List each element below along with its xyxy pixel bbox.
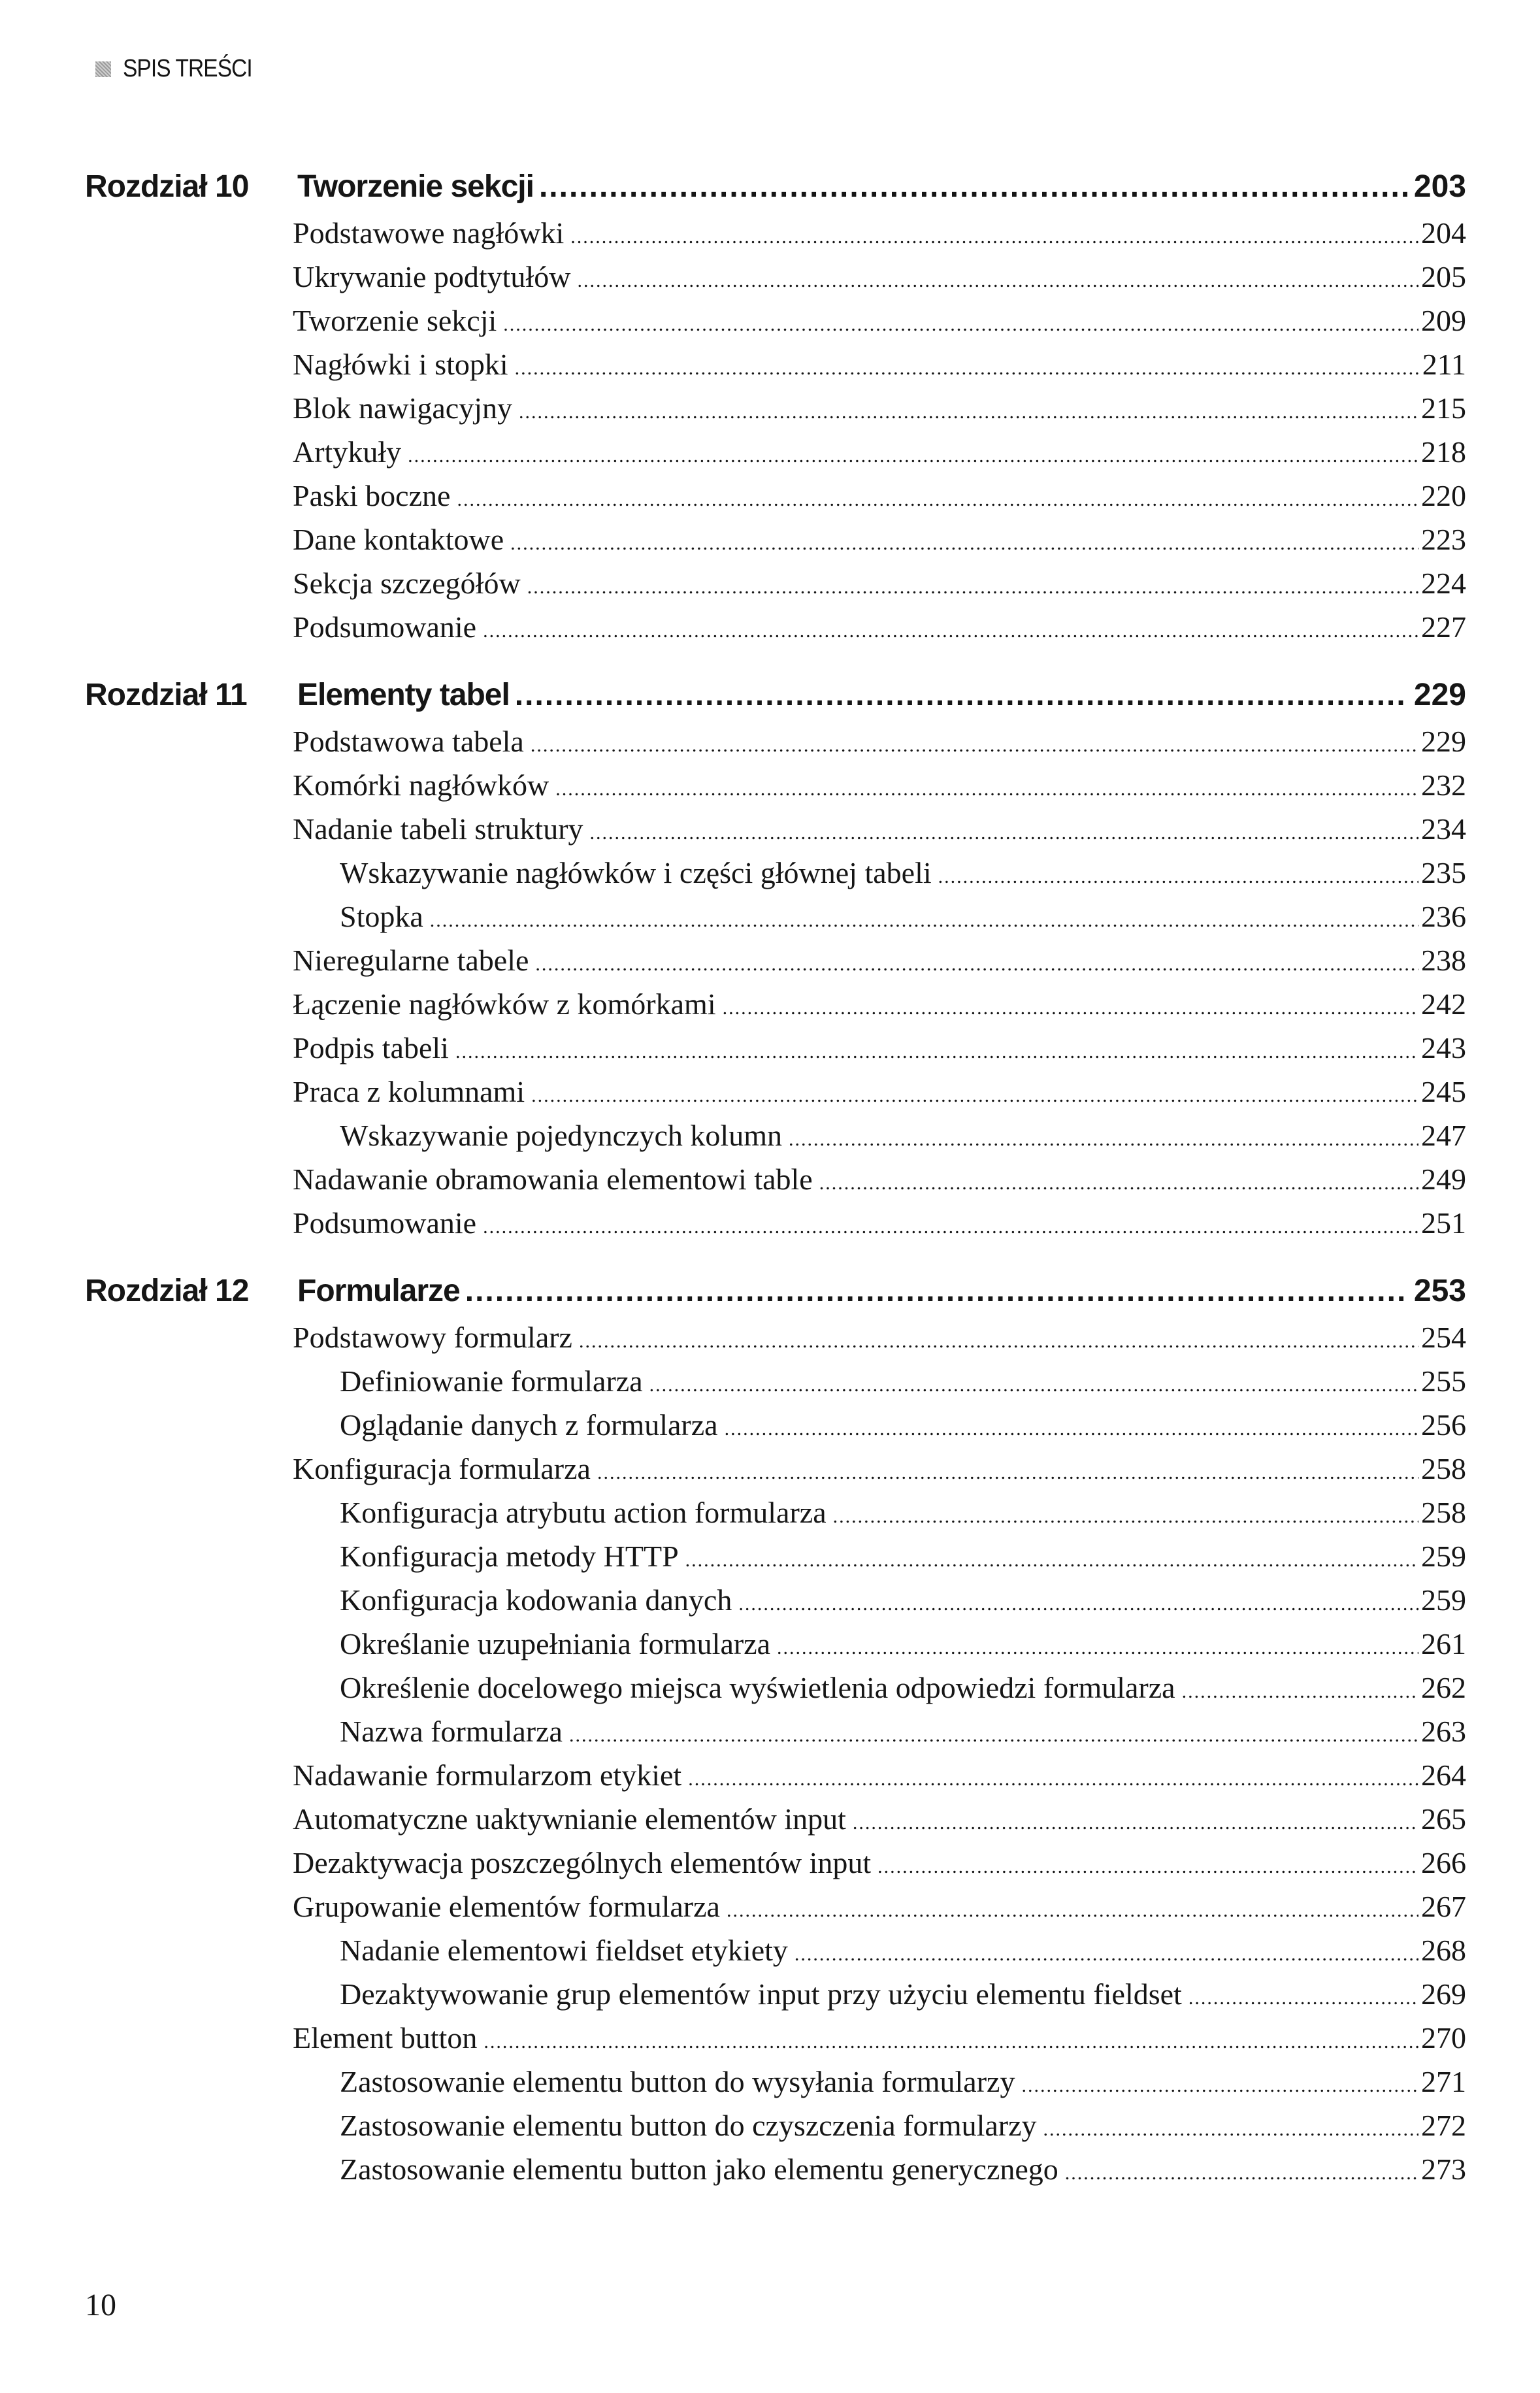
toc-entry (85, 982, 1466, 1026)
entry-title: Określanie uzupełniania formularza (340, 1627, 771, 1660)
dot-leader (570, 215, 1418, 259)
chapter-page-number: 253 (1413, 1274, 1466, 1308)
dot-leader (539, 162, 1409, 211)
entry-title: Element button (293, 2021, 478, 2055)
entry-title: Podsumowanie (293, 1206, 477, 1240)
dot-leader (430, 899, 1418, 942)
toc-entry (85, 342, 1466, 386)
entry-title: Podstawowe nagłówki (293, 216, 565, 250)
entry-title: Zastosowanie elementu button jako elementu generycznego (340, 2153, 1058, 2186)
chapter-heading (85, 1266, 1466, 1315)
toc-subentry (85, 1114, 1466, 1157)
entry-page-number: 232 (1421, 768, 1466, 802)
entry-title: Praca z kolumnami (293, 1075, 525, 1108)
dot-leader (727, 1889, 1418, 1932)
entry-page-number: 263 (1421, 1715, 1466, 1748)
entry-page-number: 259 (1421, 1540, 1466, 1573)
dot-leader (455, 1030, 1418, 1074)
entry-title: Dezaktywacja poszczególnych elementów input (293, 1846, 872, 1879)
toc-entry (85, 474, 1466, 518)
entry-page-number: 256 (1421, 1408, 1466, 1442)
toc-subentry (85, 1359, 1466, 1403)
entry-page-number: 273 (1421, 2153, 1466, 2186)
toc-subentry (85, 1403, 1466, 1447)
dot-leader (483, 609, 1418, 653)
toc-entry (85, 561, 1466, 605)
toc-entry (85, 2016, 1466, 2060)
dot-leader (789, 1117, 1418, 1161)
dot-leader (777, 1626, 1418, 1670)
entry-title: Paski boczne (293, 479, 451, 512)
entry-title: Podstawowy formularz (293, 1321, 572, 1354)
dot-leader (649, 1363, 1418, 1407)
chapter-block (85, 162, 1466, 649)
entry-page-number: 227 (1421, 610, 1466, 644)
dot-leader (688, 1757, 1418, 1801)
entry-title: Określenie docelowego miejsca wyświetlenia odpowiedzi formularza (340, 1671, 1175, 1704)
chapter-heading (85, 670, 1466, 719)
toc-subentry (85, 1709, 1466, 1753)
entry-page-number: 234 (1421, 812, 1466, 846)
dot-leader (569, 1713, 1418, 1757)
toc-entry (85, 1797, 1466, 1841)
entry-title: Nadanie elementowi fieldset etykiety (340, 1934, 788, 1967)
dot-leader (527, 565, 1418, 609)
chapter-page-number: 229 (1413, 678, 1466, 712)
entry-title: Konfiguracja atrybutu action formularza (340, 1496, 827, 1529)
entry-page-number: 265 (1421, 1802, 1466, 1836)
chapter-page-number: 203 (1413, 169, 1466, 204)
entry-page-number: 220 (1421, 479, 1466, 512)
toc-entry (85, 1070, 1466, 1114)
entry-title: Nadawanie formularzom etykiet (293, 1758, 682, 1792)
entry-title: Sekcja szczegółów (293, 567, 521, 600)
dot-leader (510, 521, 1418, 565)
running-header-title: SPIS TREŚCI (123, 55, 252, 82)
dot-leader (515, 670, 1409, 719)
toc-subentry (85, 895, 1466, 938)
entry-page-number: 270 (1421, 2021, 1466, 2055)
dot-leader (577, 259, 1418, 303)
entry-page-number: 251 (1421, 1206, 1466, 1240)
dot-leader (519, 390, 1418, 434)
entry-title: Nieregularne tabele (293, 944, 529, 977)
entry-title: Artykuły (293, 435, 402, 469)
page-number: 10 (85, 2288, 116, 2322)
entry-page-number: 211 (1422, 348, 1466, 381)
entry-title: Nazwa formularza (340, 1715, 563, 1748)
dot-leader (1043, 2107, 1418, 2151)
chapter-label: Rozdział 12 (85, 1274, 249, 1308)
toc-subentry (85, 1491, 1466, 1534)
chapter-title: Elementy tabel (297, 678, 510, 712)
dot-leader (483, 1205, 1418, 1249)
entry-page-number: 269 (1421, 1977, 1466, 2011)
dot-leader (531, 723, 1418, 767)
entry-title: Ukrywanie podtytułów (293, 260, 571, 293)
entry-title: Nadanie tabeli struktury (293, 812, 583, 846)
toc-subentry (85, 2104, 1466, 2147)
entry-title: Nadawanie obramowania elementowi table (293, 1163, 813, 1196)
entry-page-number: 243 (1421, 1031, 1466, 1064)
entry-title: Zastosowanie elementu button do czyszczenia formularzy (340, 2109, 1037, 2142)
toc-entry (85, 430, 1466, 474)
toc-entry (85, 719, 1466, 763)
toc-entry (85, 1447, 1466, 1491)
entry-page-number: 223 (1421, 523, 1466, 556)
entry-page-number: 249 (1421, 1163, 1466, 1196)
entry-page-number: 259 (1421, 1583, 1466, 1617)
dot-leader (483, 2020, 1418, 2064)
entry-title: Komórki nagłówków (293, 768, 549, 802)
entry-title: Podsumowanie (293, 610, 477, 644)
entry-page-number: 209 (1421, 304, 1466, 337)
entry-title: Stopka (340, 900, 423, 933)
toc-entry (85, 605, 1466, 649)
entry-page-number: 245 (1421, 1075, 1466, 1108)
dot-leader (1182, 1670, 1418, 1713)
square-bullet-icon (95, 61, 111, 77)
toc-entry (85, 1201, 1466, 1245)
entry-title: Łączenie nagłówków z komórkami (293, 987, 716, 1021)
entry-page-number: 267 (1421, 1890, 1466, 1923)
dot-leader (738, 1582, 1418, 1626)
entry-title: Oglądanie danych z formularza (340, 1408, 718, 1442)
chapter-label: Rozdział 11 (85, 678, 247, 712)
entry-title: Konfiguracja formularza (293, 1452, 591, 1485)
dot-leader (853, 1801, 1418, 1845)
toc-entry (85, 518, 1466, 561)
entry-page-number: 264 (1421, 1758, 1466, 1792)
entry-title: Tworzenie sekcji (293, 304, 497, 337)
entry-page-number: 254 (1421, 1321, 1466, 1354)
toc-subentry (85, 2147, 1466, 2191)
dot-leader (515, 346, 1420, 390)
toc-entry (85, 386, 1466, 430)
entry-page-number: 236 (1421, 900, 1466, 933)
dot-leader (685, 1538, 1418, 1582)
entry-page-number: 215 (1421, 391, 1466, 425)
dot-leader (833, 1494, 1418, 1538)
entry-page-number: 229 (1421, 725, 1466, 758)
entry-page-number: 272 (1421, 2109, 1466, 2142)
toc-entry (85, 1315, 1466, 1359)
toc-entry (85, 763, 1466, 807)
dot-leader (725, 1407, 1418, 1451)
toc-subentry (85, 1622, 1466, 1666)
dot-leader (590, 811, 1418, 855)
entry-title: Wskazywanie pojedynczych kolumn (340, 1119, 782, 1152)
entry-page-number: 271 (1421, 2065, 1466, 2098)
entry-title: Dane kontaktowe (293, 523, 504, 556)
toc-entry (85, 1157, 1466, 1201)
toc-entry (85, 1026, 1466, 1070)
entry-title: Grupowanie elementów formularza (293, 1890, 720, 1923)
table-of-contents (85, 162, 1466, 2213)
toc-entry (85, 1753, 1466, 1797)
entry-page-number: 224 (1421, 567, 1466, 600)
toc-subentry (85, 1928, 1466, 1972)
dot-leader (503, 303, 1418, 346)
dot-leader (457, 478, 1418, 521)
entry-page-number: 268 (1421, 1934, 1466, 1967)
toc-subentry (85, 1972, 1466, 2016)
entry-title: Automatyczne uaktywnianie elementów input (293, 1802, 846, 1836)
entry-page-number: 258 (1421, 1496, 1466, 1529)
entry-page-number: 218 (1421, 435, 1466, 469)
entry-page-number: 255 (1421, 1364, 1466, 1398)
entry-title: Podstawowa tabela (293, 725, 524, 758)
dot-leader (1021, 2064, 1418, 2107)
toc-entry (85, 255, 1466, 299)
toc-entry (85, 1841, 1466, 1885)
toc-subentry (85, 2060, 1466, 2104)
entry-title: Zastosowanie elementu button do wysyłania formularzy (340, 2065, 1015, 2098)
chapter-block (85, 670, 1466, 1245)
chapter-title: Tworzenie sekcji (297, 169, 534, 204)
entry-title: Konfiguracja metody HTTP (340, 1540, 679, 1573)
chapter-label: Rozdział 10 (85, 169, 249, 204)
dot-leader (819, 1161, 1418, 1205)
entry-page-number: 258 (1421, 1452, 1466, 1485)
entry-title: Wskazywanie nagłówków i części głównej tabeli (340, 856, 932, 889)
dot-leader (938, 855, 1418, 899)
dot-leader (723, 986, 1418, 1030)
dot-leader (877, 1845, 1418, 1889)
toc-entry (85, 938, 1466, 982)
entry-page-number: 266 (1421, 1846, 1466, 1879)
dot-leader (465, 1266, 1409, 1315)
dot-leader (1188, 1976, 1418, 2020)
toc-entry (85, 807, 1466, 851)
toc-subentry (85, 1666, 1466, 1709)
entry-page-number: 235 (1421, 856, 1466, 889)
toc-entry (85, 211, 1466, 255)
toc-entry (85, 1885, 1466, 1928)
entry-title: Blok nawigacyjny (293, 391, 512, 425)
dot-leader (1065, 2151, 1418, 2195)
chapter-heading (85, 162, 1466, 211)
entry-title: Podpis tabeli (293, 1031, 449, 1064)
dot-leader (408, 434, 1418, 478)
dot-leader (555, 767, 1418, 811)
entry-title: Konfiguracja kodowania danych (340, 1583, 732, 1617)
dot-leader (579, 1319, 1418, 1363)
dot-leader (597, 1451, 1418, 1494)
entry-page-number: 261 (1421, 1627, 1466, 1660)
entry-title: Definiowanie formularza (340, 1364, 643, 1398)
entry-title: Dezaktywowanie grup elementów input przy użyciu elementu fieldset (340, 1977, 1182, 2011)
toc-subentry (85, 851, 1466, 895)
entry-title: Nagłówki i stopki (293, 348, 508, 381)
entry-page-number: 238 (1421, 944, 1466, 977)
running-header (95, 55, 270, 83)
toc-entry (85, 299, 1466, 342)
entry-page-number: 262 (1421, 1671, 1466, 1704)
chapter-title: Formularze (297, 1274, 460, 1308)
dot-leader (795, 1932, 1418, 1976)
dot-leader (535, 942, 1418, 986)
dot-leader (531, 1074, 1418, 1117)
toc-subentry (85, 1578, 1466, 1622)
toc-subentry (85, 1534, 1466, 1578)
chapter-block (85, 1266, 1466, 2191)
entry-page-number: 205 (1421, 260, 1466, 293)
entry-page-number: 247 (1421, 1119, 1466, 1152)
entry-page-number: 204 (1421, 216, 1466, 250)
entry-page-number: 242 (1421, 987, 1466, 1021)
